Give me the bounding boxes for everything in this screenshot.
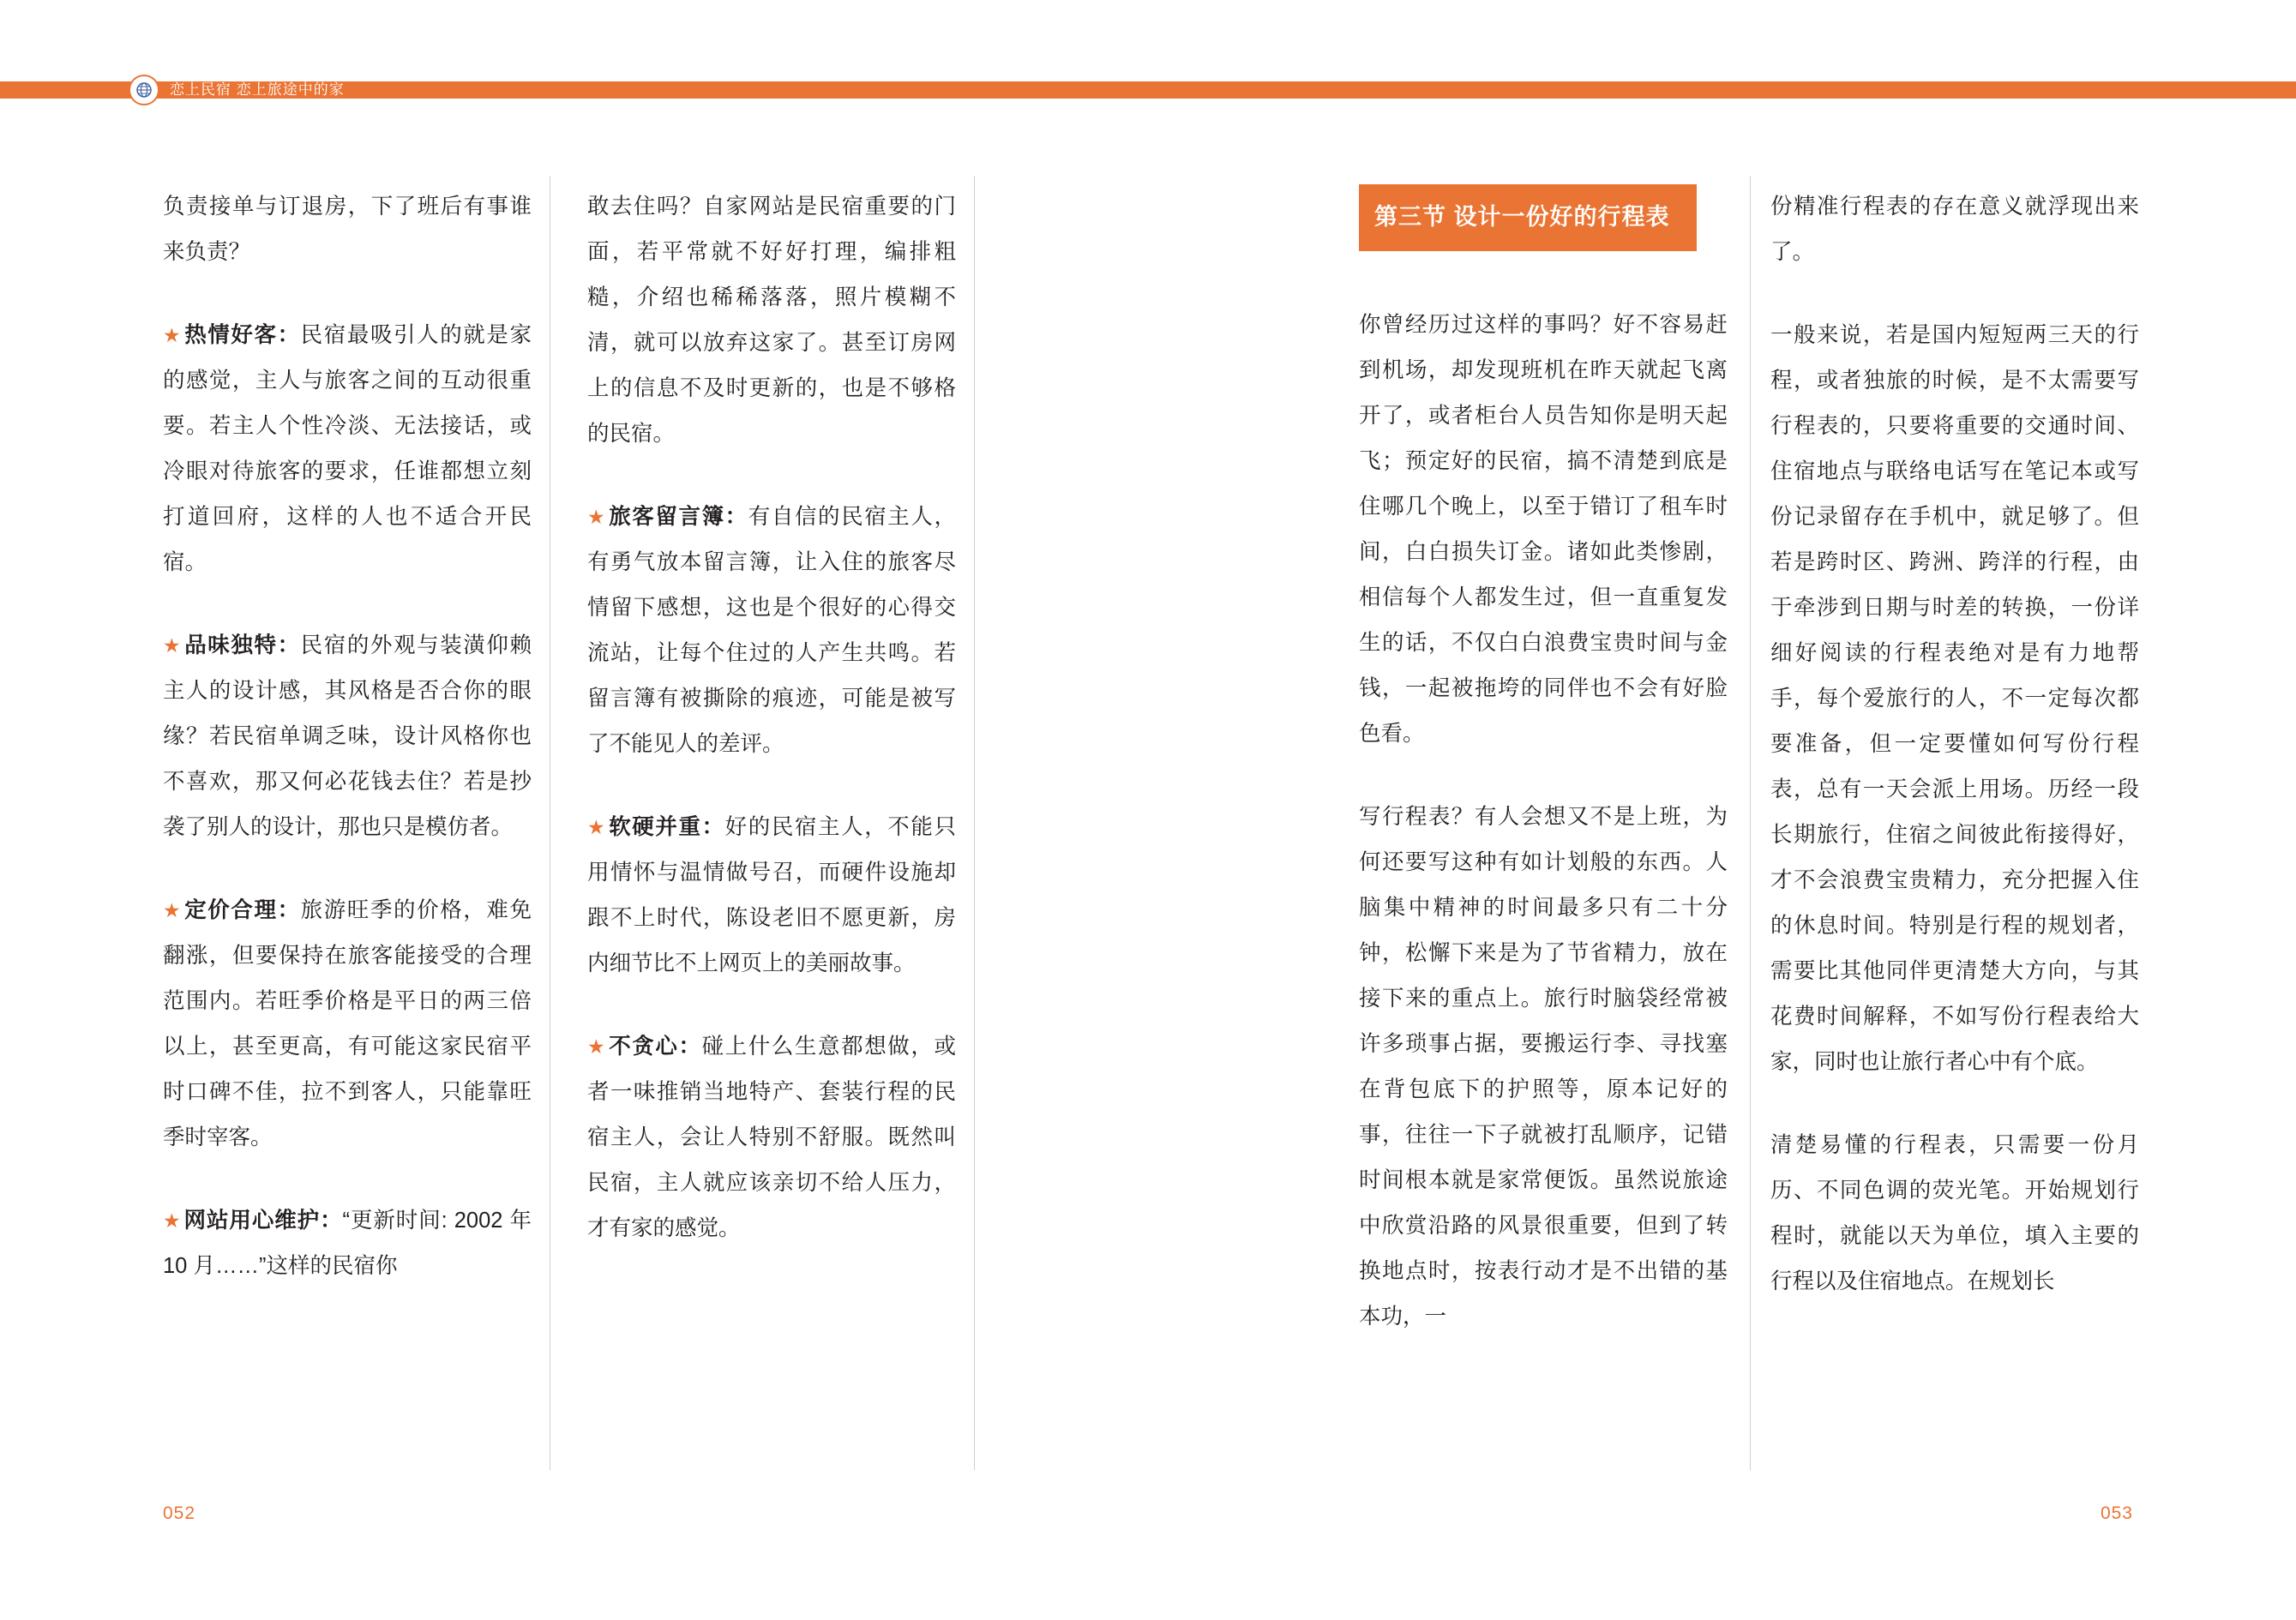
paragraph-bullet bbox=[163, 1198, 532, 1289]
paragraph-bullet bbox=[163, 888, 532, 1161]
paragraph: 敢去住吗？自家网站是民宿重要的门面，若平常就不好好打理，编排粗糙，介绍也稀稀落落，照片模糊不清，就可以放弃这家了。甚至订房网上的信息不及时更新的，也是不够格的民宿。 bbox=[587, 195, 956, 446]
paragraph: 负责接单与订退房，下了班后有事谁来负责？ bbox=[163, 195, 532, 264]
bullet-text: “更新时间: 2002 年 10 月……”这样的民宿你 bbox=[163, 1209, 532, 1278]
page-number-right: 053 bbox=[2100, 1503, 2133, 1523]
page-number-left: 052 bbox=[163, 1503, 196, 1523]
star-icon: ★ bbox=[587, 506, 607, 528]
bullet-lead: 品味独特： bbox=[184, 633, 301, 657]
paragraph-bullet bbox=[587, 805, 956, 987]
star-icon: ★ bbox=[587, 1035, 607, 1058]
bullet-text: 有自信的民宿主人，有勇气放本留言簿，让入住的旅客尽情留下感想，这也是个很好的心得交流站，让每个住过的人产生共鸣。若留言簿有被撕除的痕迹，可能是被写了不能见人的差评。 bbox=[587, 505, 956, 756]
paragraph: 写行程表？有人会想又不是上班，为何还要写这种有如计划般的东西。人脑集中精神的时间最多只有二十分钟，松懈下来是为了节省精力，放在接下来的重点上。旅行时脑袋经常被许多琐事占据，要搬运行李、寻找塞在背包底下的护照等，原本记好的事，往往一下子就被打乱顺序，记错时间根本就是家常便饭。虽然说旅途中欣赏沿路的风景很重要，但到了转换地点时，按表行动才是不出错的基本功，一 bbox=[1359, 805, 1728, 1329]
star-icon: ★ bbox=[163, 324, 183, 346]
paragraph-bullet bbox=[587, 495, 956, 767]
bullet-text: 旅游旺季的价格，难免翻涨，但要保持在旅客能接受的合理范围内。若旺季价格是平日的两三倍以上，甚至更高，有可能这家民宿平时口碑不佳，拉不到客人，只能靠旺季时宰客。 bbox=[163, 898, 532, 1149]
bullet-lead: 不贪心： bbox=[609, 1035, 702, 1059]
paragraph: 份精准行程表的存在意义就浮现出来了。 bbox=[1770, 195, 2139, 264]
star-icon: ★ bbox=[163, 1209, 182, 1232]
bullet-text: 民宿的外观与装潢仰赖主人的设计感，其风格是否合你的眼缘？若民宿单调乏味，设计风格你也不喜欢，那又何必花钱去住？若是抄袭了别人的设计，那也只是模仿者。 bbox=[163, 633, 532, 839]
bullet-lead: 网站用心维护： bbox=[183, 1209, 343, 1233]
bullet-text: 碰上什么生意都想做，或者一味推销当地特产、套装行程的民宿主人，会让人特别不舒服。既然叫民宿，主人就应该亲切不给人压力，才有家的感觉。 bbox=[587, 1035, 956, 1240]
bullet-lead: 定价合理： bbox=[184, 898, 301, 922]
bullet-lead: 软硬并重： bbox=[609, 815, 725, 839]
bullet-text: 民宿最吸引人的就是家的感觉，主人与旅客之间的互动很重要。若主人个性冷淡、无法接话，或冷眼对待旅客的要求，任谁都想立刻打道回府，这样的人也不适合开民宿。 bbox=[163, 323, 532, 574]
paragraph: 清楚易懂的行程表，只需要一份月历、不同色调的荧光笔。开始规划行程时，就能以天为单位，填入主要的行程以及住宿地点。在规划长 bbox=[1770, 1133, 2139, 1293]
paragraph-bullet bbox=[163, 313, 532, 585]
star-icon: ★ bbox=[163, 899, 183, 921]
right-page-column-1 bbox=[1359, 184, 1728, 1340]
running-header-title: 恋上民宿 恋上旅途中的家 bbox=[170, 81, 345, 98]
paragraph-bullet bbox=[163, 623, 532, 850]
left-page-column-2 bbox=[587, 184, 956, 1251]
paragraph: 你曾经历过这样的事吗？好不容易赶到机场，却发现班机在昨天就起飞离开了，或者柜台人员告知你是明天起飞；预定好的民宿，搞不清楚到底是住哪几个晚上，以至于错订了租车时间，白白损失订金。诸如此类惨剧，相信每个人都发生过，但一直重复发生的话，不仅白白浪费宝贵时间与金钱，一起被拖垮的同伴也不会有好脸色看。 bbox=[1359, 313, 1728, 746]
bullet-lead: 旅客留言簿： bbox=[609, 505, 748, 529]
bullet-text: 好的民宿主人，不能只用情怀与温情做号召，而硬件设施却跟不上时代，陈设老旧不愿更新，房内细节比不上网页上的美丽故事。 bbox=[587, 815, 956, 975]
bullet-lead: 热情好客： bbox=[184, 323, 301, 347]
star-icon: ★ bbox=[163, 634, 183, 657]
right-page-column-2 bbox=[1770, 184, 2139, 1305]
column-divider bbox=[974, 176, 975, 1470]
column-divider bbox=[1750, 176, 1751, 1470]
star-icon: ★ bbox=[587, 816, 607, 838]
paragraph: 一般来说，若是国内短短两三天的行程，或者独旅的时候，是不太需要写行程表的，只要将重要的交通时间、住宿地点与联络电话写在笔记本或写份记录留存在手机中，就足够了。但若是跨时区、跨洲、跨洋的行程，由于牵涉到日期与时差的转换，一份详细好阅读的行程表绝对是有力地帮手，每个爱旅行的人，不一定每次都要准备，但一定要懂如何写份行程表，总有一天会派上用场。历经一段长期旅行，住宿之间彼此衔接得好，才不会浪费宝贵精力，充分把握入住的休息时间。特别是行程的规划者，需要比其他同伴更清楚大方向，与其花费时间解释，不如写份行程表给大家，同时也让旅行者心中有个底。 bbox=[1770, 323, 2139, 1074]
section-heading: 第三节 设计一份好的行程表 bbox=[1359, 184, 1697, 251]
page-right bbox=[1148, 0, 2296, 1620]
paragraph-bullet bbox=[587, 1024, 956, 1251]
left-page-column-1 bbox=[163, 184, 532, 1289]
